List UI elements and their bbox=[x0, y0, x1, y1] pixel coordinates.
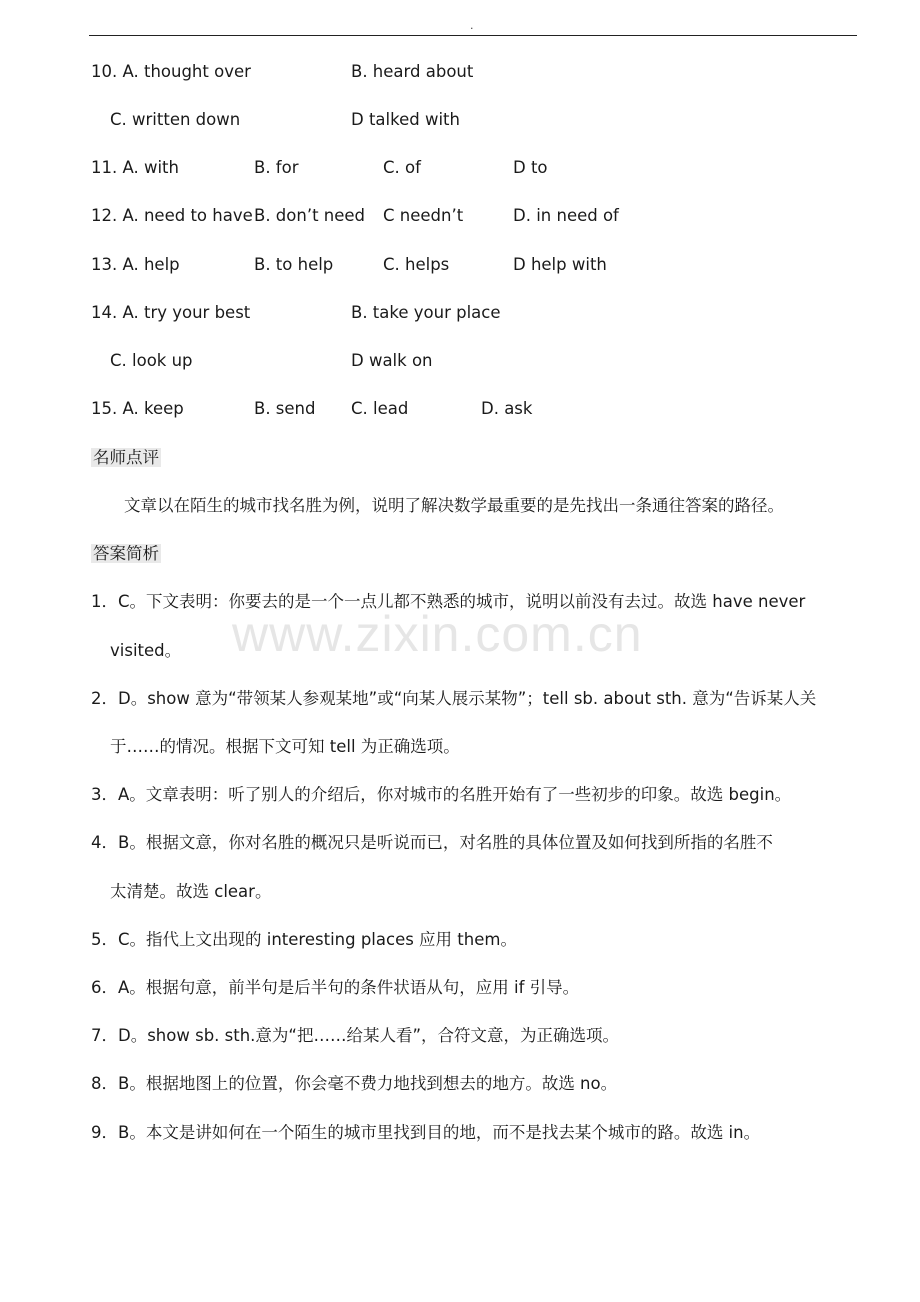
q12-option-c: C needn’t bbox=[383, 206, 464, 225]
q15-option-b: B. send bbox=[254, 399, 316, 418]
answers-heading-label: 答案简析 bbox=[93, 544, 159, 563]
q15-option-a: 15. A. keep bbox=[91, 399, 184, 418]
header-rule bbox=[89, 35, 857, 36]
answer-1-line-2: visited。 bbox=[110, 641, 182, 660]
q15-option-d: D. ask bbox=[481, 399, 533, 418]
q13-option-a: 13. A. help bbox=[91, 255, 180, 274]
q13-option-b: B. to help bbox=[254, 255, 334, 274]
q14-option-c: C. look up bbox=[110, 351, 193, 370]
q11-option-a: 11. A. with bbox=[91, 158, 179, 177]
q10-option-b: B. heard about bbox=[351, 62, 474, 81]
comment-heading-label: 名师点评 bbox=[93, 448, 159, 467]
q10-option-a: 10. A. thought over bbox=[91, 62, 251, 81]
header-dot: . bbox=[470, 19, 474, 32]
answers-heading bbox=[91, 543, 161, 565]
q11-option-b: B. for bbox=[254, 158, 299, 177]
q12-option-b: B. don’t need bbox=[254, 206, 366, 225]
answer-4-line-1: 4．B。根据文意，你对名胜的概况只是听说而已，对名胜的具体位置及如何找到所指的名胜不 bbox=[91, 833, 773, 852]
answer-3: 3．A。文章表明：听了别人的介绍后，你对城市的名胜开始有了一些初步的印象。故选 begin。 bbox=[91, 785, 792, 804]
comment-text: 文章以在陌生的城市找名胜为例，说明了解决数学最重要的是先找出一条通往答案的路径。 bbox=[124, 496, 784, 515]
q13-option-d: D help with bbox=[513, 255, 607, 274]
q14-option-a: 14. A. try your best bbox=[91, 303, 251, 322]
answer-2-line-1: 2．D。show 意为“带领某人参观某地”或“向某人展示某物”；tell sb. about sth. 意为“告诉某人关 bbox=[91, 689, 817, 708]
answer-2-line-2: 于……的情况。根据下文可知 tell 为正确选项。 bbox=[110, 737, 460, 756]
q13-option-c: C. helps bbox=[383, 255, 450, 274]
answer-4-line-2: 太清楚。故选 clear。 bbox=[110, 882, 272, 901]
answer-6: 6．A。根据句意，前半句是后半句的条件状语从句，应用 if 引导。 bbox=[91, 978, 580, 997]
answer-7: 7．D。show sb. sth.意为“把……给某人看”，合符文意，为正确选项。 bbox=[91, 1026, 620, 1045]
q15-option-c: C. lead bbox=[351, 399, 409, 418]
comment-heading bbox=[91, 447, 161, 469]
answer-9: 9．B。本文是讲如何在一个陌生的城市里找到目的地，而不是找去某个城市的路。故选 in。 bbox=[91, 1123, 761, 1142]
q10-option-c: C. written down bbox=[110, 110, 241, 129]
answer-5: 5．C。指代上文出现的 interesting places 应用 them。 bbox=[91, 930, 517, 949]
q11-option-c: C. of bbox=[383, 158, 421, 177]
answer-8: 8．B。根据地图上的位置，你会毫不费力地找到想去的地方。故选 no。 bbox=[91, 1074, 618, 1093]
q12-option-a: 12. A. need to have bbox=[91, 206, 253, 225]
q12-option-d: D. in need of bbox=[513, 206, 619, 225]
q14-option-b: B. take your place bbox=[351, 303, 501, 322]
q11-option-d: D to bbox=[513, 158, 548, 177]
answer-1-line-1: 1．C。下文表明：你要去的是一个一点儿都不熟悉的城市，说明以前没有去过。故选 have never bbox=[91, 592, 806, 611]
watermark: www.zixin.com.cn bbox=[232, 606, 643, 662]
q14-option-d: D walk on bbox=[351, 351, 433, 370]
q10-option-d: D talked with bbox=[351, 110, 460, 129]
